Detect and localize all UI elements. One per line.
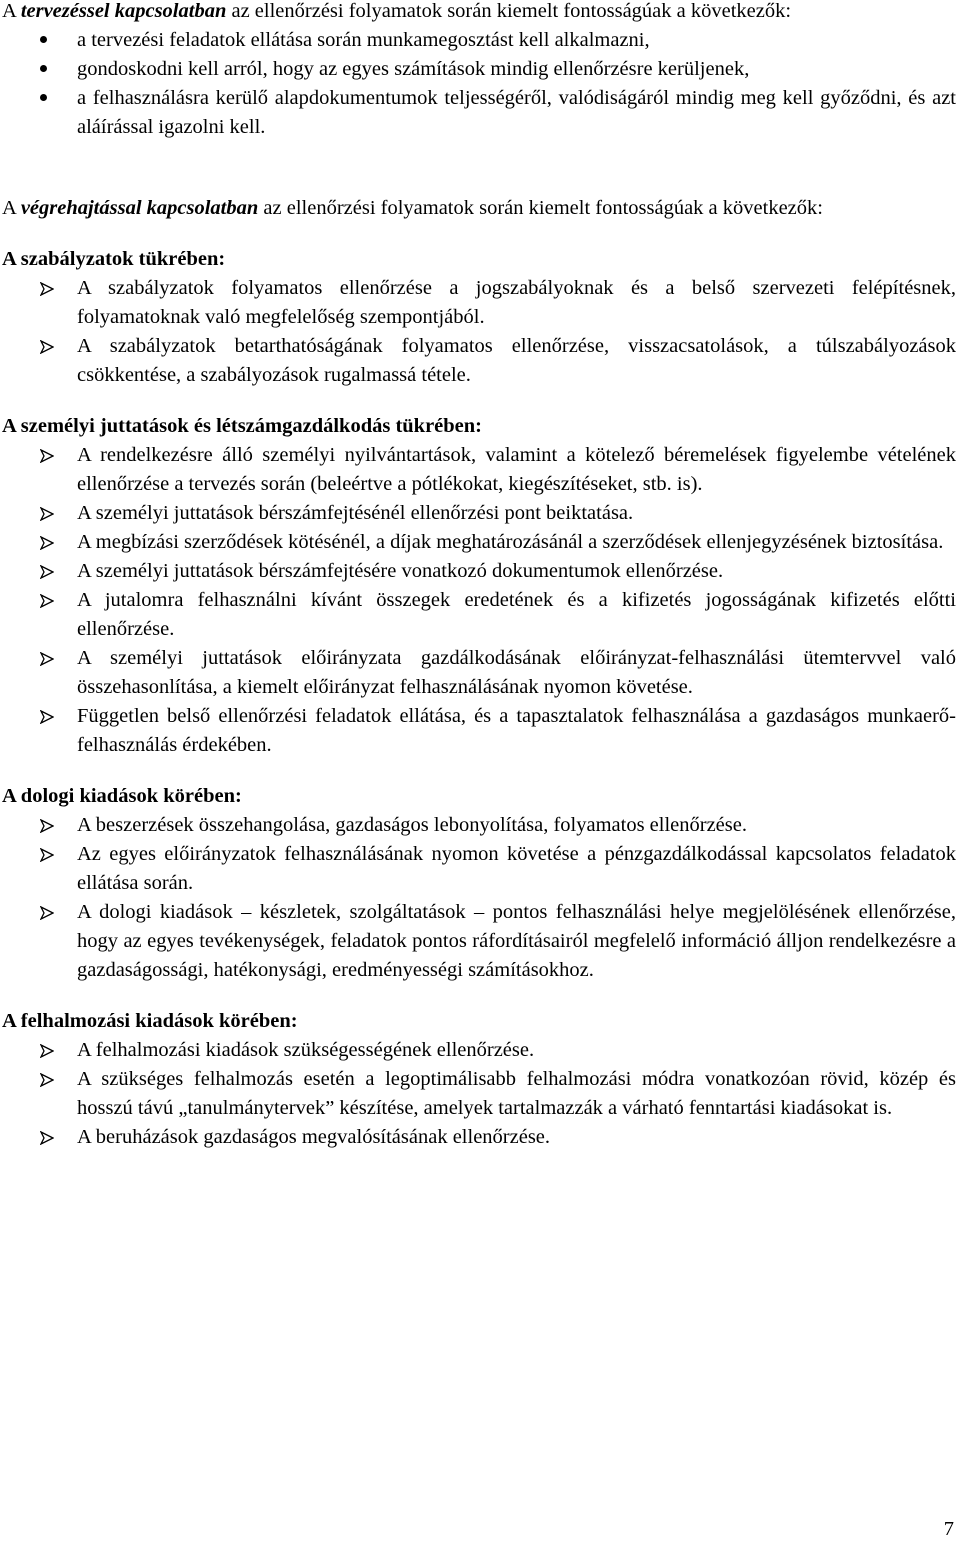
arrowhead-bullet-icon — [40, 507, 54, 521]
list-item — [2, 26, 956, 55]
list-item-text: A rendelkezésre álló személyi nyilvántartások, valamint a kötelező béremelések figyelembe vételének ellenőrzése a tervezés során (beleértve a pótlékokat, kiegészítéseket, stb. is). — [77, 444, 956, 495]
list-item — [2, 499, 956, 528]
intro-planning-emphasis: tervezéssel kapcsolatban — [20, 0, 227, 22]
arrowhead-bullet-icon — [40, 1131, 54, 1145]
section-heading: A felhalmozási kiadások körében: — [2, 1010, 298, 1032]
intro-planning-suffix: az ellenőrzési folyamatok során kiemelt fontosságúak a következők: — [226, 0, 792, 22]
arrowhead-bullet-icon — [40, 536, 54, 550]
arrowhead-bullet-icon — [40, 848, 54, 862]
list-item-text: A jutalomra felhasználni kívánt összegek eredetének és a kifizetés jogosságának kifizetés előtti ellenőrzése. — [77, 589, 956, 640]
list-item-text: A személyi juttatások bérszámfejtésénél ellenőrzési pont beiktatása. — [77, 502, 634, 524]
intro-planning-prefix: A — [2, 0, 21, 22]
list-item-text: A személyi juttatások bérszámfejtésére vonatkozó dokumentumok ellenőrzése. — [77, 560, 724, 582]
section-list — [2, 274, 956, 390]
list-item-text: A személyi juttatások előirányzata gazdálkodásának előirányzat-felhasználási ütemtervvel való összehasonlítása, a kiemelt előirányzat felhasználásának nyomon követése. — [77, 647, 956, 698]
list-item-text: A dologi kiadások – készletek, szolgáltatások – pontos felhasználási helye megjelölésének ellenőrzése, hogy az egyes tevékenységek, feladatok pontos ráfordításairól megfelelő információ álljon rendelkezésre a gazdaságossági, hatékonysági, eredményességi számításokhoz. — [77, 901, 956, 981]
list-item — [2, 1123, 956, 1152]
section-heading: A szabályzatok tükrében: — [2, 248, 226, 270]
list-item-text: a felhasználásra kerülő alapdokumentumok teljességéről, valódiságáról mindig meg kell győződni, és azt aláírással igazolni kell. — [77, 87, 956, 138]
list-item — [2, 898, 956, 985]
intro-execution — [2, 194, 956, 223]
section-list — [2, 1036, 956, 1152]
bullet-dot-icon — [40, 36, 47, 43]
list-item — [2, 528, 956, 557]
list-item-text: A szükséges felhalmozás esetén a legoptimálisabb felhalmozási módra vonatkozóan rövid, közép és hosszú távú „tanulmánytervek” készítése, amelyek tartalmazzák a várható fenntartási kiadásokat is. — [77, 1068, 956, 1119]
arrowhead-bullet-icon — [40, 710, 54, 724]
list-item-text: Független belső ellenőrzési feladatok ellátása, és a tapasztalatok felhasználása a gazdaságos munkaerő-felhasználás érdekében. — [77, 705, 956, 756]
bullet-dot-icon — [40, 94, 47, 101]
list-item — [2, 55, 956, 84]
intro-planning — [2, 0, 956, 26]
list-item-text: gondoskodni kell arról, hogy az egyes számítások mindig ellenőrzésre kerüljenek, — [77, 58, 750, 80]
list-item — [2, 702, 956, 760]
list-item — [2, 840, 956, 898]
section-heading: A dologi kiadások körében: — [2, 785, 242, 807]
arrowhead-bullet-icon — [40, 652, 54, 666]
list-item-text: A szabályzatok betarthatóságának folyamatos ellenőrzése, visszacsatolások, a túlszabályozások csökkentése, a szabályozások rugalmassá tétele. — [77, 335, 956, 386]
section-heading: A személyi juttatások és létszámgazdálkodás tükrében: — [2, 415, 483, 437]
list-item — [2, 441, 956, 499]
intro-execution-suffix: az ellenőrzési folyamatok során kiemelt fontosságúak a következők: — [258, 197, 823, 219]
arrowhead-bullet-icon — [40, 282, 54, 296]
list-item — [2, 811, 956, 840]
list-item-text: A felhalmozási kiadások szükségességének ellenőrzése. — [77, 1039, 535, 1061]
list-item — [2, 644, 956, 702]
list-item — [2, 1065, 956, 1123]
arrowhead-bullet-icon — [40, 906, 54, 920]
list-item-text: A megbízási szerződések kötésénél, a díjak meghatározásánál a szerződések ellenjegyzésének biztosítása. — [77, 531, 944, 553]
arrowhead-bullet-icon — [40, 1044, 54, 1058]
list-item-text: A beszerzések összehangolása, gazdaságos lebonyolítása, folyamatos ellenőrzése. — [77, 814, 747, 836]
list-item — [2, 586, 956, 644]
list-item-text: A szabályzatok folyamatos ellenőrzése a jogszabályoknak és a belső szervezeti felépítésnek, folyamatoknak való megfelelőség szempontjából. — [77, 277, 956, 328]
arrowhead-bullet-icon — [40, 565, 54, 579]
section-list — [2, 811, 956, 985]
list-item — [2, 274, 956, 332]
page-number: 7 — [943, 1518, 954, 1540]
intro-execution-prefix: A — [2, 197, 21, 219]
list-item — [2, 1036, 956, 1065]
bullet-dot-icon — [40, 65, 47, 72]
arrowhead-bullet-icon — [40, 594, 54, 608]
list-item-text: A beruházások gazdaságos megvalósításának ellenőrzése. — [77, 1126, 551, 1148]
list-item — [2, 557, 956, 586]
arrowhead-bullet-icon — [40, 449, 54, 463]
section-list — [2, 441, 956, 760]
arrowhead-bullet-icon — [40, 819, 54, 833]
list-item-text: Az egyes előirányzatok felhasználásának nyomon követése a pénzgazdálkodással kapcsolatos feladatok ellátása során. — [77, 843, 956, 894]
arrowhead-bullet-icon — [40, 340, 54, 354]
list-item — [2, 84, 956, 142]
arrowhead-bullet-icon — [40, 1073, 54, 1087]
list-item — [2, 332, 956, 390]
intro-execution-emphasis: végrehajtással kapcsolatban — [20, 197, 259, 219]
planning-list — [2, 26, 956, 142]
list-item-text: a tervezési feladatok ellátása során munkamegosztást kell alkalmazni, — [77, 29, 650, 51]
